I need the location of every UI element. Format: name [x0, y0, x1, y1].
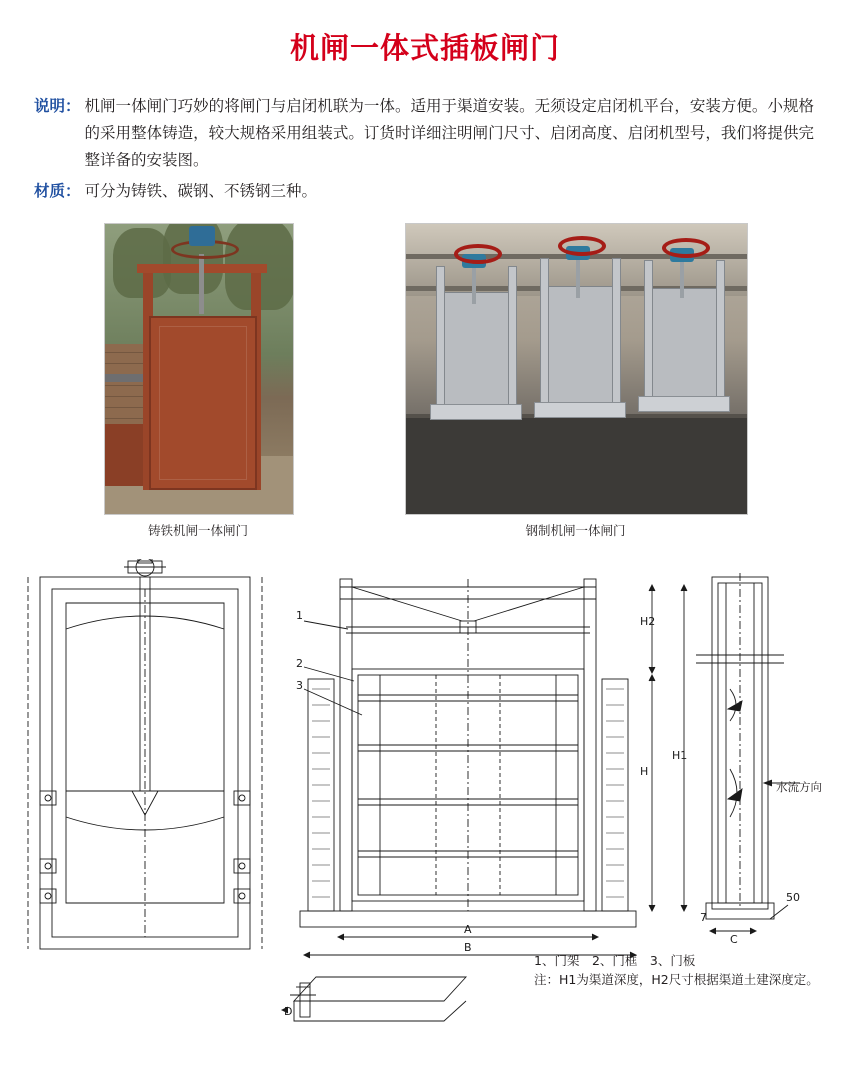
- callout-7: 7: [700, 911, 707, 924]
- gate-post: [716, 260, 725, 400]
- floor-front: [406, 418, 747, 514]
- legend-line-1: 1、门架 2、门框 3、门板: [534, 953, 696, 968]
- photo-cast-iron-gate: [104, 223, 294, 515]
- description-row-2: [34, 178, 814, 205]
- gate-panel: [544, 286, 614, 404]
- dimension-a: A: [464, 923, 472, 936]
- gate-base: [638, 396, 730, 412]
- photo-steel-gate: [405, 223, 748, 515]
- handwheel: [454, 244, 502, 264]
- callout-50: 50: [786, 891, 800, 904]
- dimension-b: B: [464, 941, 472, 954]
- gate-post: [612, 258, 621, 406]
- callout-2: 2: [296, 657, 303, 670]
- gate-panel: [648, 288, 718, 398]
- photo-caption-right: 钢制机闸一体闸门: [525, 523, 626, 538]
- page-title: 机闸一体式插板闸门: [289, 31, 560, 65]
- gate-post: [508, 266, 517, 408]
- technical-drawing-section: [0, 559, 850, 1029]
- gate-post: [436, 266, 445, 408]
- gate-unit: [534, 238, 624, 428]
- handwheel: [558, 236, 606, 256]
- callout-3: 3: [296, 679, 303, 692]
- gate-unit: [638, 242, 728, 428]
- description-row-1: [34, 93, 814, 174]
- description-block: [34, 93, 814, 205]
- gate-base: [430, 404, 522, 420]
- motor-box: [189, 226, 215, 246]
- dimension-d: D: [284, 1005, 293, 1018]
- dimension-h1: H1: [672, 749, 688, 762]
- handwheel: [662, 238, 710, 258]
- description-text-caizhi: 可分为铸铁、碳钢、不锈钢三种。: [84, 182, 318, 200]
- tree-shape: [113, 228, 171, 298]
- lifting-stem: [199, 254, 204, 314]
- gate-post: [644, 260, 653, 400]
- drawing-legend: [534, 951, 819, 989]
- photo-section: [0, 223, 850, 553]
- dimension-h: H: [640, 765, 649, 778]
- callout-1: 1: [296, 609, 303, 622]
- description-text-shuoming: 机闸一体闸门巧妙的将闸门与启闭机联为一体。适用于渠道安装。无须设定启闭机平台，安装方便。小规格的采用整体铸造，较大规格采用组装式。订货时详细注明闸门尺寸、启闭高度、启闭机型号，我们将提供完整详备的安装图。: [84, 97, 814, 169]
- legend-line-2: 注：H1为渠道深度，H2尺寸根据渠道土建深度定。: [534, 972, 819, 987]
- gate-unit: [430, 246, 520, 428]
- flow-direction-label: 水流方向: [776, 780, 822, 794]
- gate-panel: [440, 292, 510, 406]
- gate-base: [534, 402, 626, 418]
- dimension-h2: H2: [640, 615, 656, 628]
- gate-post: [540, 258, 549, 406]
- gate-panel: [149, 316, 257, 490]
- description-label-caizhi: 材质：: [34, 182, 81, 200]
- side-plate: [105, 424, 145, 486]
- description-label-shuoming: 说明：: [34, 97, 81, 115]
- dimension-c: C: [730, 933, 738, 946]
- photo-caption-left: 铸铁机闸一体闸门: [147, 523, 248, 538]
